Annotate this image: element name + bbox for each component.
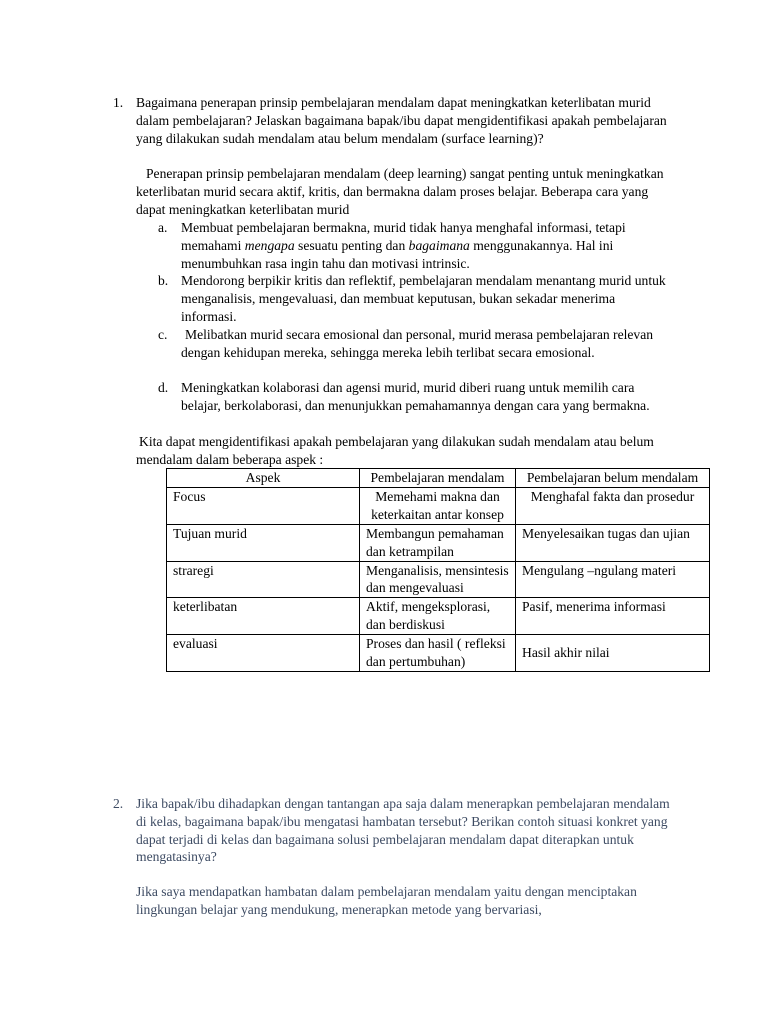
table-cell: Menganalisis, mensintesis dan mengevaluasi [360,561,516,598]
table-cell: Tujuan murid [167,524,360,561]
answer-2-text: Jika saya mendapatkan hambatan dalam pembelajaran mendalam yaitu dengan menciptakan lingkungan belajar yang mendukung, menerapkan metode yang bervariasi, [136,884,637,917]
table-cell: Menghafal fakta dan prosedur [516,487,710,524]
table-cell: straregi [167,561,360,598]
list-item-label: b. [158,273,169,288]
question-1-text: Bagaimana penerapan prinsip pembelajaran mendalam dapat meningkatkan keterlibatan murid dalam pembelajaran? Jelaskan bagaimana bapak/ibu dapat mengidentifikasi apakah pembelajaran yang dilakukan sudah mendalam atau belum mendalam (surface learning)? [136,95,667,146]
question-2-text: Jika bapak/ibu dihadapkan dengan tantangan apa saja dalam menerapkan pembelajaran mendalam di kelas, bagaimana bapak/ibu mengatasi hambatan tersebut? Berikan contoh situasi konkret yang dapat terjadi di kelas dan bagaimana solusi pembelajaran mendalam dapat diterapkan untuk mengatasinya? [136,796,670,865]
table-cell: Pasif, menerima informasi [516,598,710,635]
list-item-label: d. [158,380,169,395]
table-header-cell: Aspek [167,469,360,488]
table-row [167,561,710,598]
table-cell: Memehami makna dan keterkaitan antar konsep [360,487,516,524]
table-row [167,487,710,524]
table-cell: Aktif, mengeksplorasi, dan berdiskusi [360,598,516,635]
table-cell: keterlibatan [167,598,360,635]
list-item-text: Melibatkan murid secara emosional dan personal, murid merasa pembelajaran relevan dengan kehidupan mereka, sehingga mereka lebih terlibat secara emosional. [181,327,654,360]
table-header-cell: Pembelajaran belum mendalam [516,469,710,488]
list-item-b [136,272,676,325]
list-item-label: c. [158,327,168,342]
table-header-cell: Pembelajaran mendalam [360,469,516,488]
table-cell: Focus [167,487,360,524]
list-item-text: Mendorong berpikir kritis dan reflektif, pembelajaran mendalam menantang murid untuk menganalisis, mengevaluasi, dan membuat keputusan, bukan sekadar menerima informasi. [181,273,666,324]
question-2-number: 2. [113,796,124,811]
table-cell: Proses dan hasil ( refleksi dan pertumbuhan) [360,635,516,672]
list-item-a [136,219,676,272]
table-header-row [167,469,710,488]
table-cell: Membangun pemahaman dan ketrampilan [360,524,516,561]
list-item-d [136,379,676,415]
answer-1-intro: Penerapan prinsip pembelajaran mendalam (deep learning) sangat penting untuk meningkatkan keterlibatan murid secara aktif, kritis, dan bermakna dalam proses belajar. Beberapa cara yang dapat meningkatkan keterlibatan murid [136,166,664,217]
list-item-label: a. [158,220,168,235]
list-item-text: Membuat pembelajaran bermakna, murid tidak hanya menghafal informasi, tetapi memahami mengapa sesuatu penting dan bagaimana menggunakannya. Hal ini menumbuhkan rasa ingin tahu dan motivasi intrinsic. [181,220,626,271]
table-cell: Hasil akhir nilai [516,635,710,672]
table-cell: evaluasi [167,635,360,672]
table-cell: Menyelesaikan tugas dan ujian [516,524,710,561]
table-cell: Mengulang –ngulang materi [516,561,710,598]
answer-1-outro: Kita dapat mengidentifikasi apakah pembelajaran yang dilakukan sudah mendalam atau belum mendalam dalam beberapa aspek : [136,434,654,467]
question-1-number: 1. [113,95,124,110]
table-row [167,598,710,635]
table-row [167,635,710,672]
list-item-c [136,326,676,362]
table-row [167,524,710,561]
list-item-text: Meningkatkan kolaborasi dan agensi murid, murid diberi ruang untuk memilih cara belajar, berkolaborasi, dan menunjukkan pemahamannya dengan cara yang bermakna. [181,380,650,413]
aspect-comparison-table [166,468,710,672]
